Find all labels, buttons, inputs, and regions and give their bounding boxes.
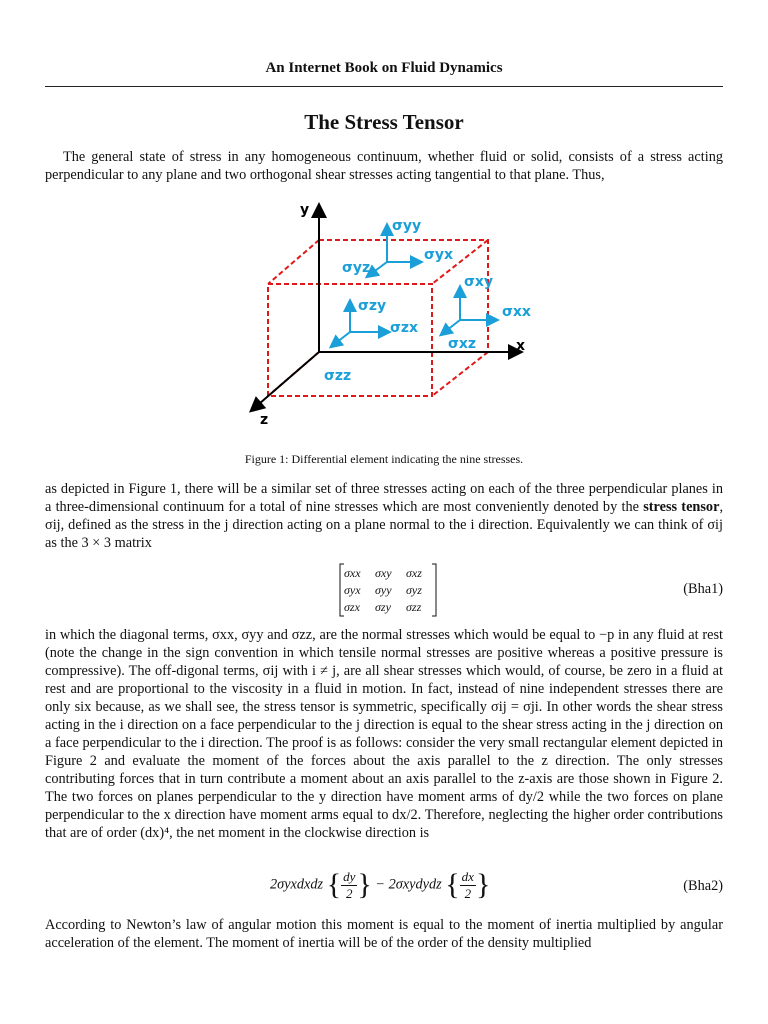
m-21: σzy (375, 600, 391, 614)
moment-term2: − 2σxydydz (375, 876, 442, 893)
stress-label-syz: σyz (342, 260, 371, 276)
frac1-num: dy (343, 868, 356, 884)
paragraph-2 (45, 480, 723, 552)
moment-equation: 2σyxdxdz { $\frac{dy}{2}$ } − 2σxydydz { $\frac{dx}{2}$ } (270, 868, 491, 901)
m-22: σzz (406, 600, 422, 614)
equation-label-bha1: (Bha1) (683, 581, 723, 597)
stress-label-syy: σyy (392, 218, 422, 234)
stress-label-sxz: σxz (448, 336, 477, 352)
running-head: An Internet Book on Fluid Dynamics (265, 60, 503, 76)
m-20: σzx (344, 600, 360, 614)
moment-term1: 2σyxdxdz (270, 876, 324, 893)
stress-label-syx: σyx (424, 247, 454, 263)
para2-part2: , σij, defined as the stress in the j direction acting on a plane normal to the i direction. Equivalently we can think of σij as the 3 × 3 matrix (45, 499, 724, 551)
stress-label-sxy: σxy (464, 274, 494, 290)
intro-text: The general state of stress in any homogeneous continuum, whether fluid or solid, consists of a stress acting perpendicular to any plane and two orthogonal shear stresses acting tangential to that plane. Thus, (45, 149, 723, 183)
dashed-box (268, 240, 488, 396)
stress-label-szx: σzx (390, 320, 419, 336)
axis-label-y: y (300, 202, 310, 218)
m-12: σyz (406, 583, 422, 597)
para2-part1: as depicted in Figure 1, there will be a similar set of three stresses acting on each of the three perpendicular planes in a three-dimensional continuum for a total of nine stresses which are most conveniently denoted by the (45, 481, 723, 515)
paragraph-3 (45, 626, 723, 842)
frac2-num: dx (461, 868, 474, 884)
m-10: σyx (344, 583, 361, 597)
stress-label-szz: σzz (324, 368, 352, 384)
stress-label-sxx: σxx (502, 304, 531, 320)
m-00: σxx (344, 566, 361, 580)
stress-element-figure (240, 196, 540, 432)
axis-label-x: x (516, 338, 526, 354)
m-01: σxy (375, 566, 392, 580)
figure-caption: Figure 1: Differential element indicating the nine stresses. (244, 452, 524, 466)
paragraph-4 (45, 916, 723, 952)
frac1-den: 2 (345, 885, 353, 901)
para3-text: in which the diagonal terms, σxx, σyy and σzz, are the normal stresses which would be equal to −p in any fluid at rest (note the change in the sign convention in which tensile normal stresses are positive whereas a positive pressure is compressive). The off-digonal terms, σij with i ≠ j, are all shear stresses which would, of course, be zero in a fluid at rest and are proportional to the viscosity in a fluid in motion. In fact, instead of nine independent stresses there are only six because, as we shall see, the stress tensor is symmetric, specifically σij = σji. In other words the shear stress acting in the i direction on a face perpendicular to the j direction is equal to the shear stress acting in the j direction on a face perpendicular to the i direction. The proof is as follows: consider the very small rectangular element depicted in Figure 2 and evaluate the moment of the forces about the axis parallel to the z direction. The only stresses contributing forces that in turn contribute a moment about an axis parallel to the z-axis are those shown in Figure 2. The two forces on planes perpendicular to the y direction have moment arms of dy/2 while the two forces on plane perpendicular to the x direction have moment arms equal to dx/2. Therefore, neglecting the higher order contributions that are of order (dx)⁴, the net moment in the clockwise direction is (45, 627, 723, 841)
header-rule (45, 86, 723, 87)
axis-label-z: z (260, 412, 269, 428)
para2-bold-term: stress tensor (643, 499, 720, 515)
para4-text: According to Newton’s law of angular motion this moment is equal to the moment of inertia multiplied by angular acceleration of the element. The moment of inertia will be of the order of the density multiplied (45, 917, 723, 951)
frac2-den: 2 (464, 885, 472, 901)
stress-matrix (338, 562, 438, 618)
m-02: σxz (406, 566, 422, 580)
page-title: The Stress Tensor (304, 110, 464, 134)
equation-label-bha2: (Bha2) (683, 878, 723, 894)
intro-paragraph (45, 148, 723, 184)
m-11: σyy (375, 583, 392, 597)
stress-label-szy: σzy (358, 298, 387, 314)
